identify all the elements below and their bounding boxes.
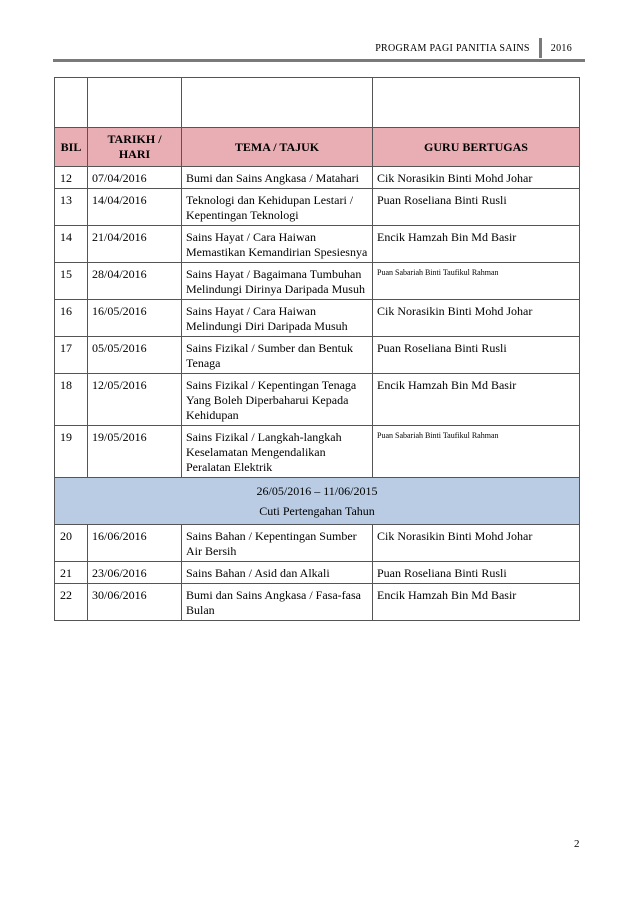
cell-guru: Puan Roseliana Binti Rusli [373, 189, 580, 226]
header-rule [53, 59, 585, 62]
cell-bil: 18 [55, 374, 88, 426]
table-row [55, 562, 580, 584]
table-row [55, 189, 580, 226]
holiday-dates: 26/05/2016 – 11/06/2015 [256, 484, 378, 498]
cell-tarikh: 19/05/2016 [88, 426, 182, 478]
cell-guru: Puan Roseliana Binti Rusli [373, 337, 580, 374]
schedule-table [54, 77, 580, 621]
cell-tema: Sains Hayat / Bagaimana Tumbuhan Melindungi Dirinya Daripada Musuh [182, 263, 373, 300]
cell-bil: 14 [55, 226, 88, 263]
cell-guru: Cik Norasikin Binti Mohd Johar [373, 167, 580, 189]
header-tarikh: TARIKH / HARI [88, 128, 182, 167]
header-tema: TEMA / TAJUK [182, 128, 373, 167]
cell-guru: Puan Sabariah Binti Taufikul Rahman [373, 263, 580, 300]
cell-tema: Sains Bahan / Kepentingan Sumber Air Bersih [182, 525, 373, 562]
cell-bil: 16 [55, 300, 88, 337]
header-year: 2016 [550, 42, 572, 54]
table-header-row [55, 128, 580, 167]
cell-guru: Cik Norasikin Binti Mohd Johar [373, 300, 580, 337]
holiday-cell [55, 478, 580, 525]
cell-tarikh: 21/04/2016 [88, 226, 182, 263]
table-row [55, 374, 580, 426]
cell-bil: 17 [55, 337, 88, 374]
holiday-label: Cuti Pertengahan Tahun [259, 504, 375, 518]
cell-guru: Puan Sabariah Binti Taufikul Rahman [373, 426, 580, 478]
header-bil: BIL [55, 128, 88, 167]
cell-tarikh: 07/04/2016 [88, 167, 182, 189]
table-row [55, 525, 580, 562]
table-row [55, 337, 580, 374]
blank-row [55, 78, 580, 128]
cell-tarikh: 12/05/2016 [88, 374, 182, 426]
cell-tarikh: 30/06/2016 [88, 584, 182, 621]
cell-guru: Encik Hamzah Bin Md Basir [373, 374, 580, 426]
cell-tarikh: 14/04/2016 [88, 189, 182, 226]
cell-tarikh: 23/06/2016 [88, 562, 182, 584]
cell-guru: Encik Hamzah Bin Md Basir [373, 226, 580, 263]
page-header [375, 38, 572, 58]
cell-tarikh: 16/06/2016 [88, 525, 182, 562]
cell-tarikh: 28/04/2016 [88, 263, 182, 300]
cell-tema: Sains Hayat / Cara Haiwan Memastikan Kemandirian Spesiesnya [182, 226, 373, 263]
cell-bil: 22 [55, 584, 88, 621]
cell-bil: 19 [55, 426, 88, 478]
cell-tarikh: 05/05/2016 [88, 337, 182, 374]
cell-tarikh: 16/05/2016 [88, 300, 182, 337]
table-row [55, 584, 580, 621]
cell-bil: 21 [55, 562, 88, 584]
header-title: PROGRAM PAGI PANITIA SAINS [375, 42, 530, 54]
cell-guru: Puan Roseliana Binti Rusli [373, 562, 580, 584]
cell-tema: Sains Fizikal / Sumber dan Bentuk Tenaga [182, 337, 373, 374]
cell-tema: Sains Bahan / Asid dan Alkali [182, 562, 373, 584]
table-row [55, 167, 580, 189]
cell-guru: Cik Norasikin Binti Mohd Johar [373, 525, 580, 562]
header-guru: GURU BERTUGAS [373, 128, 580, 167]
cell-tema: Bumi dan Sains Angkasa / Fasa-fasa Bulan [182, 584, 373, 621]
holiday-row [55, 478, 580, 525]
cell-tema: Bumi dan Sains Angkasa / Matahari [182, 167, 373, 189]
cell-bil: 20 [55, 525, 88, 562]
cell-guru: Encik Hamzah Bin Md Basir [373, 584, 580, 621]
cell-tema: Sains Fizikal / Kepentingan Tenaga Yang Boleh Diperbaharui Kepada Kehidupan [182, 374, 373, 426]
table-row [55, 263, 580, 300]
table-row [55, 426, 580, 478]
cell-bil: 13 [55, 189, 88, 226]
table-row [55, 226, 580, 263]
header-separator [539, 38, 542, 58]
cell-tema: Sains Fizikal / Langkah-langkah Keselamatan Mengendalikan Peralatan Elektrik [182, 426, 373, 478]
cell-tema: Sains Hayat / Cara Haiwan Melindungi Diri Daripada Musuh [182, 300, 373, 337]
cell-bil: 12 [55, 167, 88, 189]
cell-bil: 15 [55, 263, 88, 300]
cell-tema: Teknologi dan Kehidupan Lestari / Kepentingan Teknologi [182, 189, 373, 226]
table-row [55, 300, 580, 337]
page-number: 2 [574, 838, 580, 850]
